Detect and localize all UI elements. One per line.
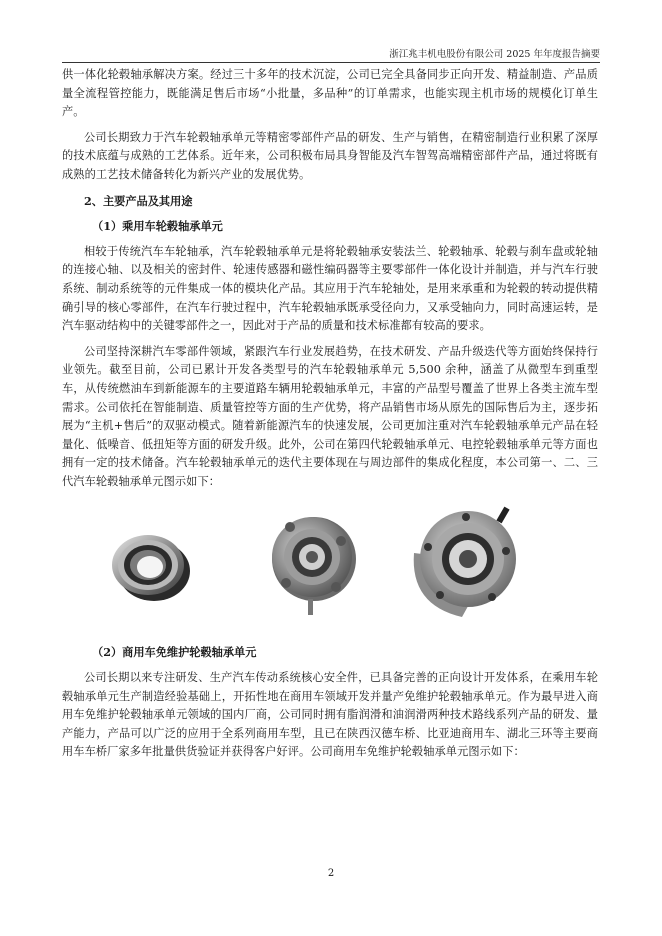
- document-body: [62, 66, 598, 762]
- page-number: 2: [327, 868, 335, 879]
- bearing-figures: [62, 493, 598, 643]
- subsection-title-commercial: （2）商用车免维护轮毂轴承单元: [92, 645, 257, 660]
- paragraph-passenger-products: 公司坚持深耕汽车零部件领域，紧跟汽车行业发展趋势，在技术研发、产品升级迭代等方面始终保持行业领先。截至目前，公司已累计开发各类型号的汽车轮毂轴承单元 5,500 余种，涵盖了从微型车到重型车，从传统燃油车到新能源车的主要道路车辆用轮毂轴承单元，丰富的产品型号覆盖了世界上各类主流车型需求。公司依托在智能制造、质量管控等方面的生产优势，将产品销售市场从原先的国际售后为主，逐步拓展为“主机+售后”的双驱动模式。随着新能源汽车的快速发展，公司更加注重对汽车轮毂轴承单元产品在轻量化、低噪音、低扭矩等方面的研发升级。此外，公司在第四代轮毂轴承单元、电控轮毂轴承单元等方面也拥有一定的技术储备。汽车轮毂轴承单元的迭代主要体现在与周边部件的集成化程度，本公司第一、二、三代汽车轮毂轴承单元图示如下：: [62, 344, 598, 488]
- paragraph-passenger-intro: 相较于传统汽车车轮轴承，汽车轮毂轴承单元是将轮毂轴承安装法兰、轮毂轴承、轮毂与刹车盘或轮轴的连接心轴、以及相关的密封件、轮速传感器和磁性编码器等主要零部件一体化设计并制造，并与汽车行驶系统、制动系统等的元件集成一体的模块化产品。其应用于汽车轮轴处，是用来承重和为轮毂的转动提供精确引导的核心零部件，在汽车行驶过程中，汽车轮毂轴承既承受径向力，又承受轴向力，同时高速运转，是汽车驱动结构中的关键零部件之一，因此对于产品的质量和技术标准都有较高的要求。: [62, 244, 598, 333]
- paragraph-company-focus: 公司长期致力于汽车轮毂轴承单元等精密零部件产品的研发、生产与销售，在精密制造行业积累了深厚的技术底蕴与成熟的工艺体系。近年来，公司积极布局具身智能及汽车智驾高端精密部件产品，通过将既有成熟的工艺技术储备转化为新兴产业的发展优势。: [62, 130, 598, 181]
- paragraph-continued: 供一体化轮毂轴承解决方案。经过三十多年的技术沉淀，公司已完全具备同步正向开发、精益制造、产品质量全流程管控能力，既能满足售后市场“小批量，多品种”的订单需求，也能实现主机市场的规模化订单生产。: [62, 68, 598, 119]
- paragraph-commercial-products: 公司长期以来专注研发、生产汽车传动系统核心安全件，已具备完善的正向设计开发体系，在乘用车轮毂轴承单元生产制造经验基础上，开拓性地在商用车领域开发并量产免维护轮毂轴承单元。作为最早进入商用车免维护轮毂轴承单元领域的国内厂商，公司同时拥有脂润滑和油润滑两种技术路线系列产品的研发、量产能力，产品可以广泛的应用于全系列商用车型，且已在陕西汉德车桥、比亚迪商用车、湖北三环等主要商用车车桥厂家多年批量供货验证并获得客户好评。公司商用车免维护轮毂轴承单元图示如下：: [62, 671, 598, 759]
- gen3-hub-bearing-image: [400, 495, 530, 625]
- page-header: [62, 44, 600, 63]
- gen1-bearing-image: [106, 519, 196, 609]
- subsection-title-passenger: （1）乘用车轮毂轴承单元: [92, 219, 223, 234]
- gen2-hub-bearing-image: [252, 503, 372, 618]
- header-title: 浙江兆丰机电股份有限公司 2025 年年度报告摘要: [389, 49, 600, 60]
- section-title: 2、主要产品及其用途: [84, 193, 193, 208]
